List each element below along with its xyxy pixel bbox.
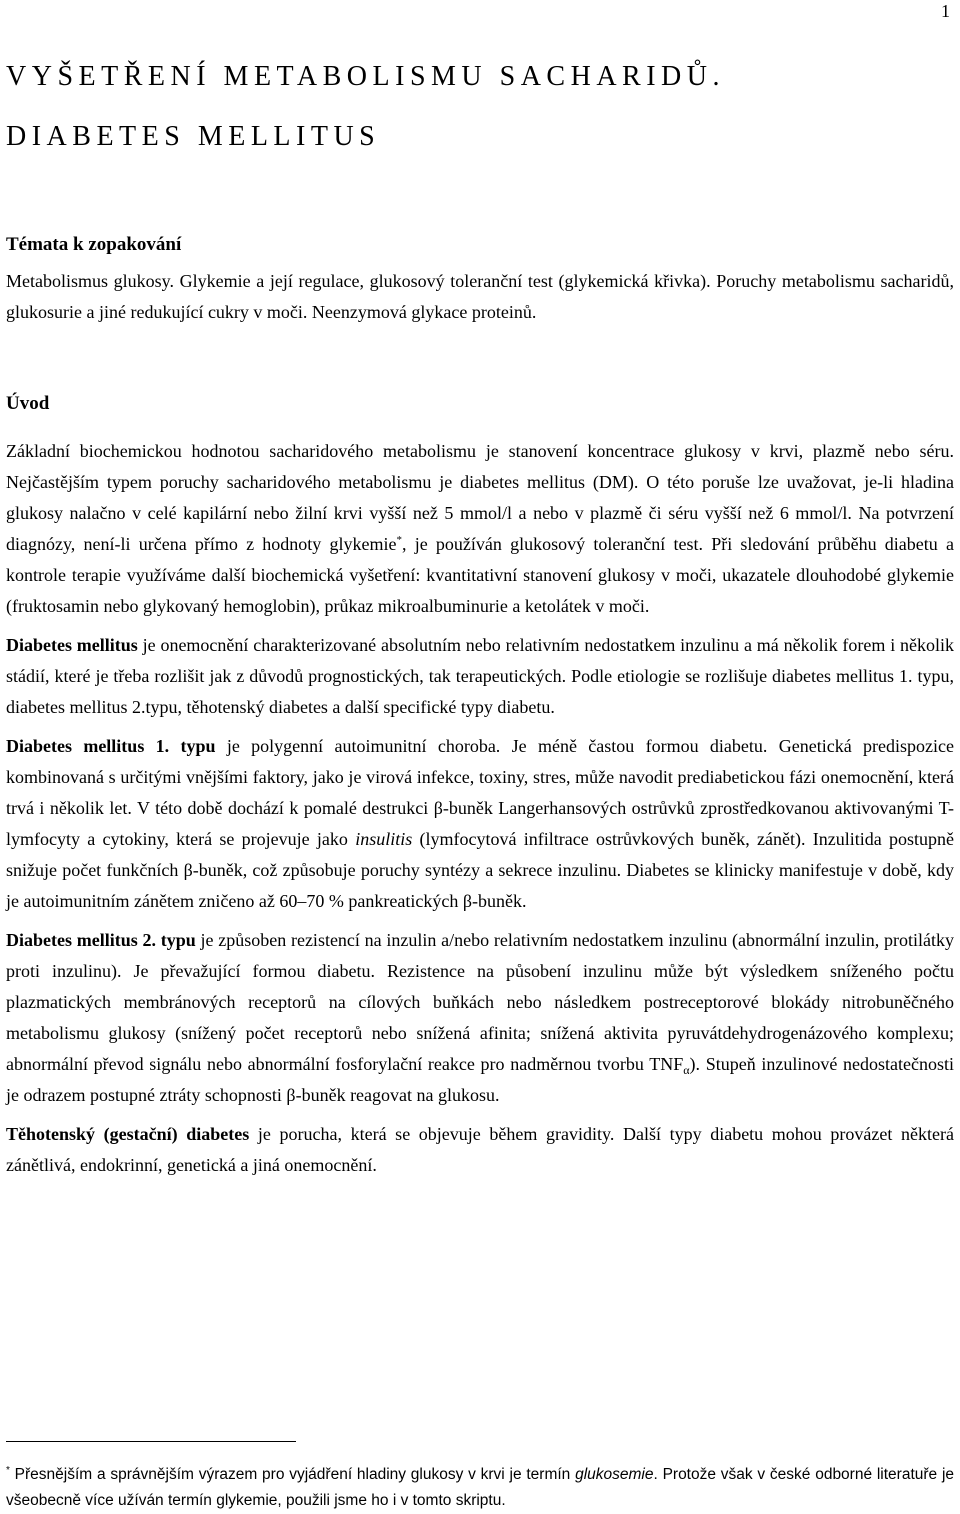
document-title-line-2: DIABETES MELLITUS <box>6 121 381 152</box>
review-section <box>6 230 954 328</box>
intro-paragraph-dm2 <box>6 925 954 1111</box>
intro-p1-text-b: , je používán glukosový toleranční test. Při sledování průběhu diabetu a kontrole terapie využíváme další biochemická vyšetření: kvantitativní stanovení glukosy v moči, ukazatele dlouhodobé glykemie (fruktosamin nebo glykovaný hemoglobin), průkaz mikroalbuminurie a ketolátek v moči. <box>6 534 954 616</box>
page-number: 1 <box>941 1 950 21</box>
footnote-text-a: Přesnějším a správnějším výrazem pro vyjádření hladiny glukosy v krvi je termín <box>9 1466 576 1483</box>
dm1-text-b: (lymfocytová infiltrace ostrůvkových buněk, zánět). Inzulitida postupně snižuje počet funkčních β-buněk, což způsobuje poruchy syntézy a sekrece inzulinu. Diabetes se klinicky manifestuje v době, kdy je autoimunitním zánětem zničeno až 60–70 % pankreatických β-buněk. <box>6 829 954 911</box>
dm1-term: Diabetes mellitus 1. typu <box>6 736 216 756</box>
footnote <box>6 1462 954 1514</box>
footnote-mark: * <box>6 1465 10 1476</box>
intro-paragraph-glucose <box>6 436 954 622</box>
intro-heading: Úvod <box>6 393 50 414</box>
intro-paragraph-dm <box>6 630 954 723</box>
footnote-text-b: . Protože však v české odborné literatuře je všeobecně více užíván termín glykemie, použili jsme ho i v tomto skriptu. <box>6 1466 955 1509</box>
dm-term: Diabetes mellitus <box>6 635 138 655</box>
intro-paragraph-dm1 <box>6 731 954 917</box>
insulitis-term: insulitis <box>355 829 413 849</box>
intro-section <box>6 389 954 1181</box>
tnf-subscript: α <box>683 1063 690 1077</box>
document-title-line-1: VYŠETŘENÍ METABOLISMU SACHARIDŮ. <box>6 61 725 92</box>
dm-definition: je onemocnění charakterizované absolutním nebo relativním nedostatkem inzulinu a má několik forem i několik stádií, které je třeba rozlišit jak z důvodů prognostických, tak terapeutických. Podle etiologie se rozlišuje diabetes mellitus 1. typu, diabetes mellitus 2.typu, těhotenský diabetes a další specifické typy diabetu. <box>6 635 955 717</box>
gestational-term: Těhotenský (gestační) diabetes <box>6 1124 250 1144</box>
review-text: Metabolismus glukosy. Glykemie a její regulace, glukosový toleranční test (glykemická křivka). Poruchy metabolismu sacharidů, glukosurie a jiné redukující cukry v moči. Neenzymová glykace proteinů. <box>6 271 954 322</box>
dm2-text-b: ). Stupeň inzulinové nedostatečnosti je odrazem postupné ztráty schopnosti β-buněk reagovat na glukosu. <box>6 1054 955 1105</box>
glukosemie-term: glukosemie <box>575 1466 654 1483</box>
intro-p1-text-a: Základní biochemickou hodnotou sacharidového metabolismu je stanovení koncentrace glukosy v krvi, plazmě nebo séru. Nejčastějším typem poruchy sacharidového metabolismu je diabetes mellitus (DM). O této poruše lze uvažovat, je-li hladina glukosy nalačno v celé kapilární nebo žilní krvi vyšší než 5 mmol/l a nebo v plazmě či séru vyšší než 6 mmol/l. Na potvrzení diagnózy, není-li určena přímo z hodnoty glykemie <box>6 441 954 554</box>
gestational-text: je porucha, která se objevuje během gravidity. Další typy diabetu mohou provázet některá zánětlivá, endokrinní, genetická a jiná onemocnění. <box>6 1124 954 1175</box>
dm1-text-a: je polygenní autoimunitní choroba. Je méně častou formou diabetu. Genetická predispozice kombinovaná s určitými vnějšími faktory, jako je virová infekce, toxiny, stres, může navodit prediabetickou fázi onemocnění, která trvá i několik let. V této době dochází k pomalé destrukci β-buněk Langerhansových ostrůvků zprostředkovanou aktivovanými T-lymfocyty a cytokiny, která se projevuje jako <box>6 736 955 849</box>
intro-paragraph-gestational <box>6 1119 954 1181</box>
review-heading: Témata k zopakování <box>6 234 182 255</box>
dm2-text-a: je způsoben rezistencí na inzulin a/nebo relativním nedostatkem inzulinu (abnormální inzulin, protilátky proti inzulinu). Je převažující formou diabetu. Rezistence na působení inzulinu může být výsledkem sníženého počtu plazmatických membránových receptorů na cílových buňkách nebo následkem postreceptorové blokády nitrobuněčného metabolismu glukosy (snížený počet receptorů nebo snížená afinita; snížená aktivita pyruvátdehydrogenázového komplexu; abnormální převod signálu nebo abnormální fosforylační reakce pro nadměrnou tvorbu TNF <box>6 930 955 1074</box>
footnote-divider <box>6 1441 296 1442</box>
footnote-reference-mark: * <box>396 534 402 546</box>
dm2-term: Diabetes mellitus 2. typu <box>6 930 196 950</box>
